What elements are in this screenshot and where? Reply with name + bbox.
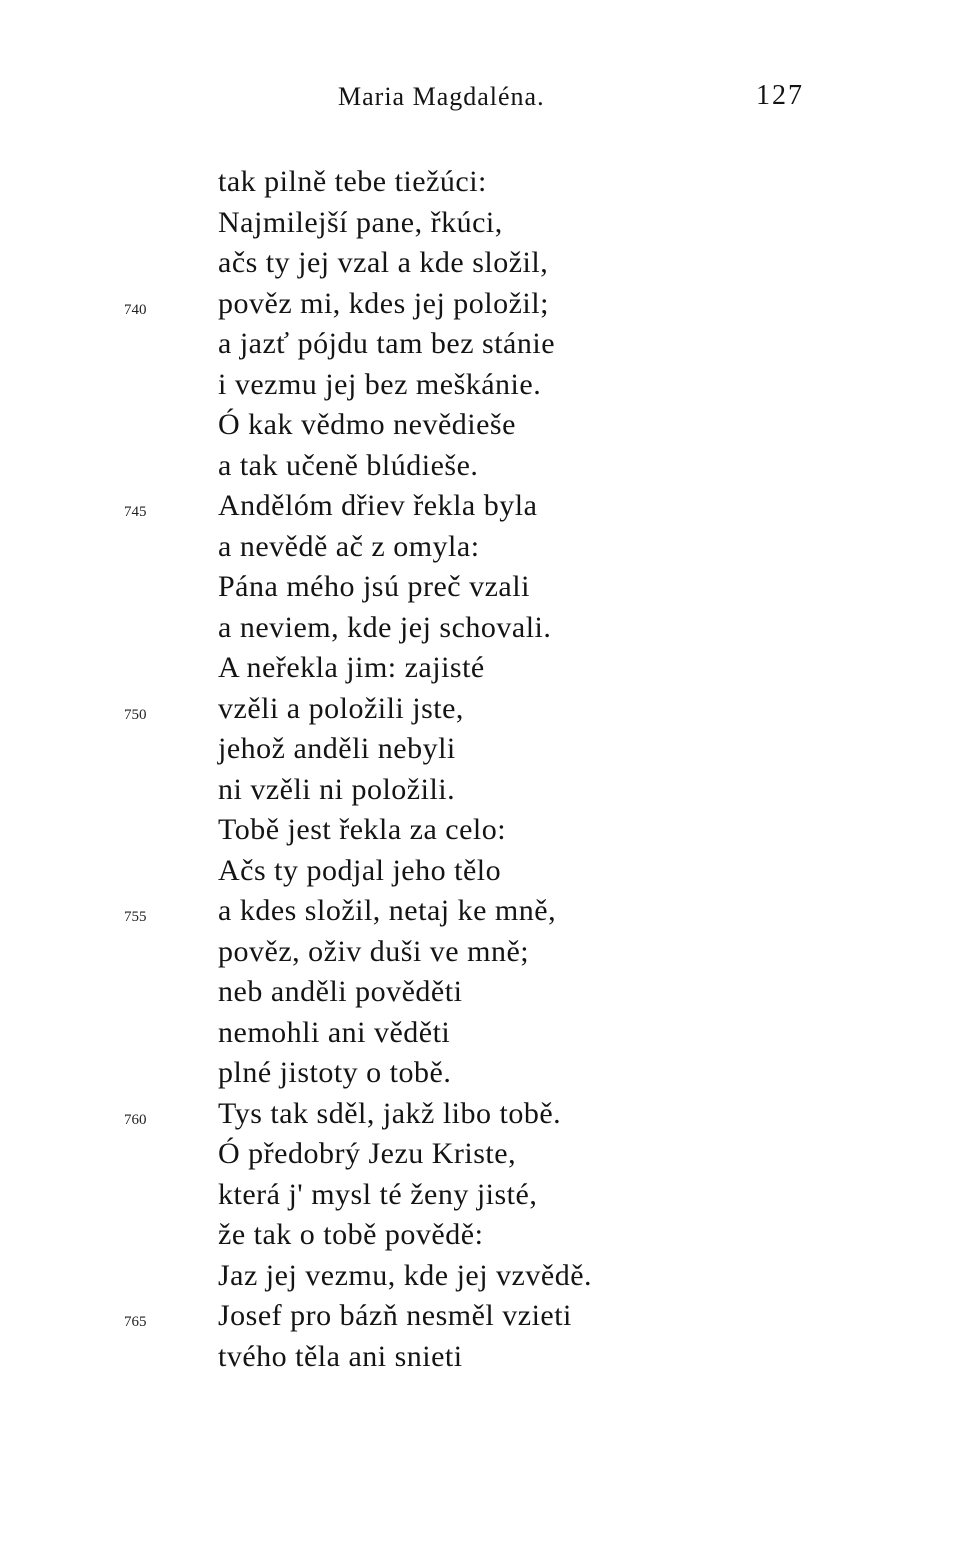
verse-line (0, 606, 960, 647)
verse-line-text: neb anděli pověděti (218, 975, 463, 1008)
verse-line (0, 889, 960, 930)
page-number: 127 (756, 80, 804, 111)
running-head (0, 0, 960, 120)
verse-line-text: Jaz jej vezmu, kde jej vzvědě. (218, 1258, 593, 1292)
verse-line-text: Josef pro bázň nesměl vzieti (218, 1299, 572, 1332)
verse-line (0, 930, 960, 971)
verse-line (0, 241, 960, 282)
verse-line-text: a tak učeně blúdieše. (218, 448, 479, 482)
verse-line-text: Ačs ty podjal jeho tělo (218, 853, 502, 887)
verse-line (0, 1335, 960, 1376)
line-number: 750 (124, 706, 147, 723)
verse-line (0, 849, 960, 890)
verse-line (0, 363, 960, 404)
poem-text (0, 160, 960, 1375)
verse-line-text: pověz, oživ duši ve mně; (218, 934, 530, 968)
verse-line-text: Tys tak sděl, jakž libo tobě. (218, 1096, 562, 1130)
verse-line (0, 403, 960, 444)
verse-line (0, 970, 960, 1011)
verse-line-text: Najmilejší pane, řkúci, (218, 205, 503, 239)
verse-line-text: a neviem, kde jej schovali. (218, 610, 552, 644)
verse-line-text: a kdes složil, netaj ke mně, (218, 894, 557, 927)
verse-line-text: pověz mi, kdes jej položil; (218, 286, 549, 320)
line-number: 740 (124, 301, 147, 318)
verse-line-text: plné jistoty o tobě. (218, 1056, 452, 1089)
verse-line (0, 768, 960, 809)
verse-line-text: tvého těla ani snieti (218, 1339, 463, 1373)
line-number: 745 (124, 504, 147, 520)
verse-line (0, 1051, 960, 1092)
verse-line (0, 646, 960, 687)
running-title: Maria Magdaléna. (338, 82, 545, 111)
verse-line (0, 444, 960, 485)
verse-line (0, 1011, 960, 1052)
verse-line (0, 727, 960, 768)
verse-line-text: Ó kak vědmo nevědieše (218, 408, 516, 441)
verse-line-text: která j' mysl té ženy jisté, (218, 1177, 538, 1211)
verse-line-text: jehož anděli nebyli (218, 732, 456, 765)
verse-line-text: ačs ty jej vzal a kde složil, (218, 246, 549, 279)
verse-line-text: a nevědě ač z omyla: (218, 529, 480, 563)
verse-line-text: Ó předobrý Jezu Kriste, (218, 1137, 517, 1170)
verse-line (0, 201, 960, 242)
verse-line-text: Pána mého jsú preč vzali (218, 570, 530, 603)
line-number: 760 (124, 1111, 147, 1128)
line-number: 755 (124, 909, 147, 925)
verse-line-text: a jazť pójdu tam bez stánie (218, 327, 556, 360)
verse-line-text: Tobě jest řekla za celo: (218, 813, 507, 846)
verse-line (0, 1294, 960, 1335)
verse-line-text: nemohli ani věděti (218, 1015, 451, 1049)
verse-line-text: vzěli a položili jste, (218, 691, 464, 725)
verse-line-text: ni vzěli ni položili. (218, 772, 456, 806)
verse-line (0, 687, 960, 728)
verse-line (0, 525, 960, 566)
verse-line (0, 160, 960, 201)
verse-line (0, 1173, 960, 1214)
line-number: 765 (124, 1314, 147, 1330)
verse-line (0, 1213, 960, 1254)
verse-line-text: i vezmu jej bez meškánie. (218, 367, 542, 401)
verse-line (0, 1132, 960, 1173)
verse-line-text: Andělóm dřiev řekla byla (218, 489, 538, 522)
verse-line (0, 808, 960, 849)
verse-line (0, 282, 960, 323)
verse-line (0, 565, 960, 606)
verse-line (0, 484, 960, 525)
verse-line (0, 1092, 960, 1133)
verse-line (0, 1254, 960, 1295)
verse-line-text: tak pilně tebe tiežúci: (218, 165, 487, 198)
verse-line-text: A neřekla jim: zajisté (218, 651, 485, 684)
verse-line-text: že tak o tobě povědě: (218, 1218, 484, 1251)
verse-line (0, 322, 960, 363)
